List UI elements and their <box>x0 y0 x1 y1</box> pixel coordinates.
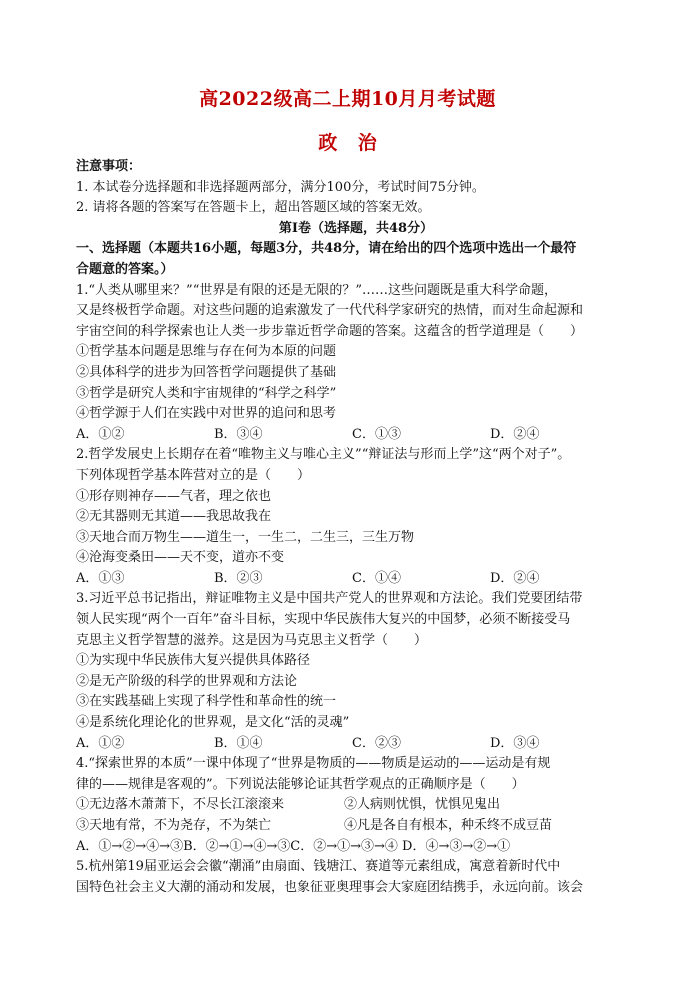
question-1-item: ④哲学源于人们在实践中对世界的追问和思考 <box>76 406 337 422</box>
question-1-options <box>76 425 636 446</box>
question-3-stem: 领人民实现“两个一百年”奋斗目标，实现中华民族伟大复兴的中国梦，必须不断接受马 <box>76 612 571 628</box>
question-3-item: ③在实践基础上实现了科学性和革命性的统一 <box>76 694 337 710</box>
question-5-stem: 5.杭州第19届亚运会会徽“潮涌”由扇面、钱塘江、赛道等元素组成，寓意着新时代中 <box>76 859 561 875</box>
question-4-options: A．①→②→④→③B．②→①→④→③C．②→①→③→④ D．④→③→②→① <box>76 838 511 854</box>
question-2-item: ④沧海变桑田——天不变，道亦不变 <box>76 550 285 566</box>
question-1-stem: 又是终极哲学命题。对这些问题的追索激发了一代代科学家研究的热情，而对生命起源和 <box>76 303 584 319</box>
question-4-stem: 律的——规律是客观的”。下列说法能够论证其哲学观点的正确顺序是（ ） <box>76 776 525 792</box>
question-3-item: ②是无产阶级的科学的世界观和方法论 <box>76 673 298 689</box>
question-4-item: ②人病则忧惧，忧惧见鬼出 <box>344 797 501 813</box>
question-4-item: ①无边落木萧萧下，不尽长江滚滚来 <box>76 797 285 813</box>
question-1-stem: 宇宙空间的科学探索也让人类一步步靠近哲学命题的答案。这蕴含的哲学道理是（ ） <box>76 323 584 339</box>
question-2-options <box>76 569 636 590</box>
question-2-item: ③天地合而万物生——道生一，一生二，二生三，三生万物 <box>76 529 415 545</box>
question-2-item: ②无其器则无其道——我思故我在 <box>76 509 272 525</box>
notice-heading: 注意事项： <box>76 159 142 174</box>
question-3-stem: 3.习近平总书记指出，辩证唯物主义是中国共产党人的世界观和方法论。我们党要团结带 <box>76 591 583 607</box>
question-3-item: ①为实现中华民族伟大复兴提供具体路径 <box>76 653 311 669</box>
subject-title: 政 治 <box>318 132 377 154</box>
section-heading: 第Ⅰ卷（选择题，共48分） <box>278 220 434 236</box>
question-4-item-row <box>76 795 636 816</box>
question-2-stem: 下列体现哲学基本阵营对立的是（ ） <box>76 467 311 483</box>
exam-title: 高2022级高二上期10月月考试题 <box>199 88 496 110</box>
question-1-item: ③哲学是研究人类和宇宙规律的“科学之科学” <box>76 385 337 401</box>
notice-item: 2. 请将各题的答案写在答题卡上，超出答题区域的答案无效。 <box>76 200 431 216</box>
option-d: D．②④ <box>490 570 540 586</box>
option-c: C．①③ <box>352 426 401 442</box>
option-b: B．③④ <box>214 426 263 442</box>
option-c: C．②③ <box>352 735 401 751</box>
option-d: D．③④ <box>490 735 540 751</box>
option-a: A．①② <box>76 735 125 751</box>
question-4-item: ④凡是各自有根本，种禾终不成豆苗 <box>344 818 553 833</box>
exam-body <box>76 157 636 898</box>
question-2-item: ①形存则神存——气者，理之依也 <box>76 488 272 504</box>
option-b: B．②③ <box>214 570 263 586</box>
option-a: A．①② <box>76 426 125 442</box>
question-4-item-row <box>76 816 636 837</box>
question-5-stem: 国特色社会主义大潮的涌动和发展，也象征亚奥理事会大家庭团结携手，永远向前。该会 <box>76 879 584 895</box>
question-1-item: ①哲学基本问题是思维与存在何为本原的问题 <box>76 344 337 360</box>
question-4-stem: 4.“探索世界的本质”一课中体现了“世界是物质的——物质是运动的——运动是有规 <box>76 756 551 772</box>
section-instruction: 一、选择题（本题共16小题，每题3分，共48分，请在给出的四个选项中选出一个最符 <box>76 241 577 257</box>
question-1-stem: 1.“人类从哪里来？”“世界是有限的还是无限的？”……这些问题既是重大科学命题， <box>76 282 557 298</box>
question-2-stem: 2.哲学发展史上长期存在着“唯物主义与唯心主义”“辩证法与形而上学”这“两个对子”。 <box>76 447 571 463</box>
question-1-item: ②具体科学的进步为回答哲学问题提供了基础 <box>76 364 337 380</box>
question-4-item: ③天地有常，不为尧存，不为桀亡 <box>76 818 272 833</box>
question-3-item: ④是系统化理论化的世界观，是文化“活的灵魂” <box>76 715 350 731</box>
option-a: A．①③ <box>76 570 125 586</box>
option-c: C．①④ <box>352 570 401 586</box>
question-3-options <box>76 734 636 755</box>
option-d: D．②④ <box>490 426 540 442</box>
question-3-stem: 克思主义哲学智慧的滋养。这是因为马克思主义哲学（ ） <box>76 632 428 648</box>
section-instruction: 合题意的答案。） <box>76 261 174 277</box>
notice-item: 1. 本试卷分选择题和非选择题两部分，满分100分，考试时间75分钟。 <box>76 179 485 195</box>
option-b: B．①④ <box>214 735 263 751</box>
